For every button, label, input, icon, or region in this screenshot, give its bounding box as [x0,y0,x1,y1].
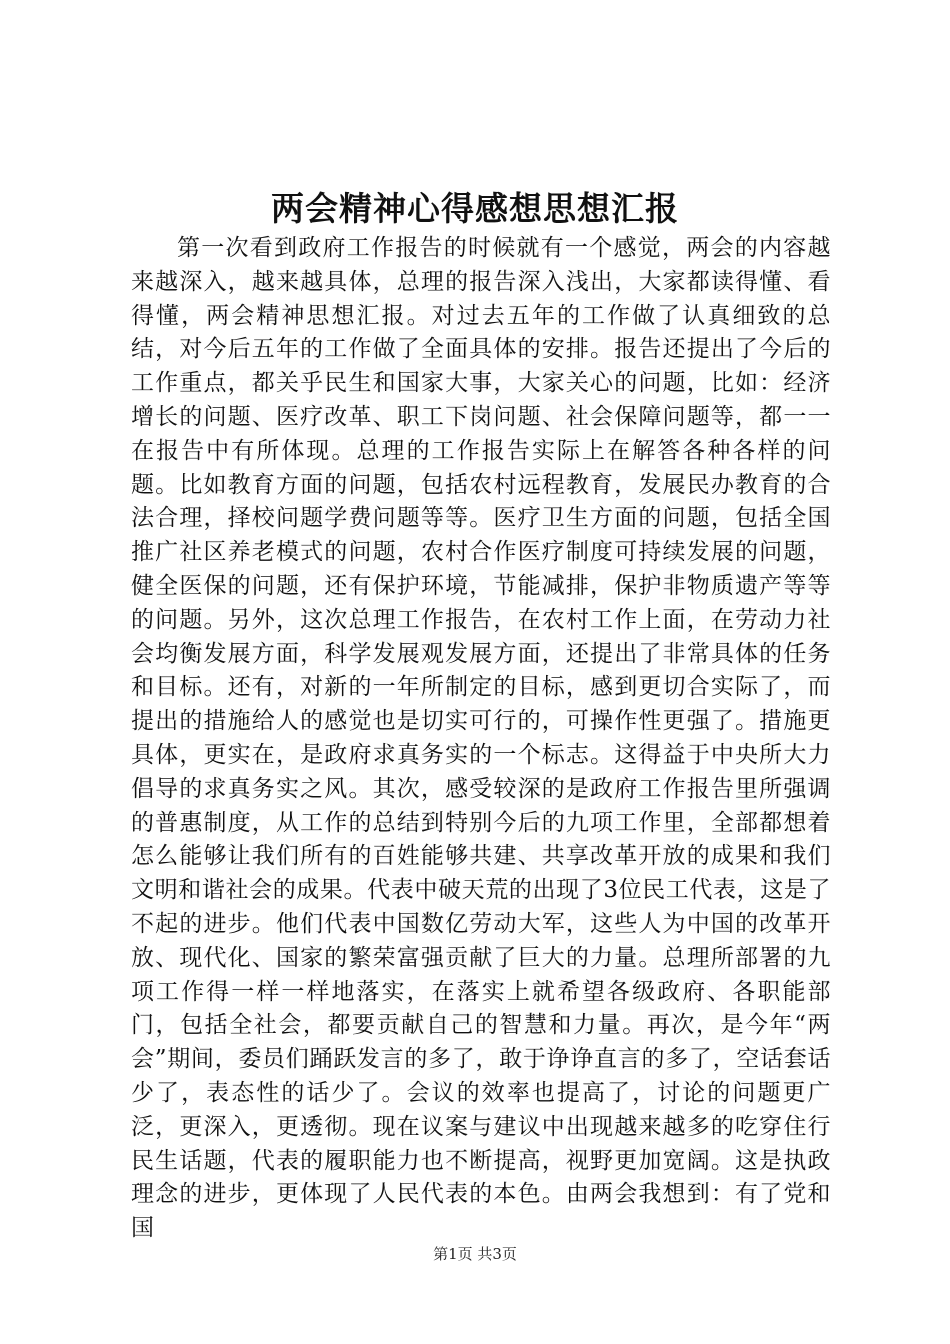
page-number-footer: 第1页 共3页 [433,1245,517,1263]
document-title: 两会精神心得感想思想汇报 [271,189,679,228]
document-body-paragraph: 第一次看到政府工作报告的时候就有一个感觉，两会的内容越来越深入，越来越具体，总理的报告深入浅出，大家都读得懂、看得懂，两会精神思想汇报。对过去五年的工作做了认真细致的总结，对今后五年的工作做了全面具体的安排。报告还提出了今后的工作重点，都关乎民生和国家大事，大家关心的问题，比如：经济增长的问题、医疗改革、职工下岗问题、社会保障问题等，都一一在报告中有所体现。总理的工作报告实际上在解答各种各样的问题。比如教育方面的问题，包括农村远程教育，发展民办教育的合法合理，择校问题学费问题等等。医疗卫生方面的问题，包括全国推广社区养老模式的问题，农村合作医疗制度可持续发展的问题，健全医保的问题，还有保护环境，节能减排，保护非物质遗产等等的问题。另外，这次总理工作报告，在农村工作上面，在劳动力社会均衡发展方面，科学发展观发展方面，还提出了非常具体的任务和目标。还有，对新的一年所制定的目标，感到更切合实际了，而提出的措施给人的感觉也是切实可行的，可操作性更强了。措施更具体，更实在，是政府求真务实的一个标志。这得益于中央所大力倡导的求真务实之风。其次，感受较深的是政府工作报告里所强调的普惠制度，从工作的总结到特别今后的九项工作里，全部都想着怎么能够让我们所有的百姓能够共建、共享改革开放的成果和我们文明和谐社会的成果。代表中破天荒的出现了3位民工代表，这是了不起的进步。他们代表中国数亿劳动大军，这些人为中国的改革开放、现代化、国家的繁荣富强贡献了巨大的力量。总理所部署的九项工作得一样一样地落实，在落实上就希望各级政府、各职能部门，包括全社会，都要贡献自己的智慧和力量。再次，是今年“两会”期间，委员们踊跃发言的多了，敢于诤诤直言的多了，空话套话少了，表态性的话少了。会议的效率也提高了，讨论的问题更广泛，更深入，更透彻。现在议案与建议中出现越来越多的吃穿住行民生话题，代表的履职能力也不断提高，视野更加宽阔。这是执政理念的进步，更体现了人民代表的本色。由两会我想到：有了党和国 [131,235,831,1242]
